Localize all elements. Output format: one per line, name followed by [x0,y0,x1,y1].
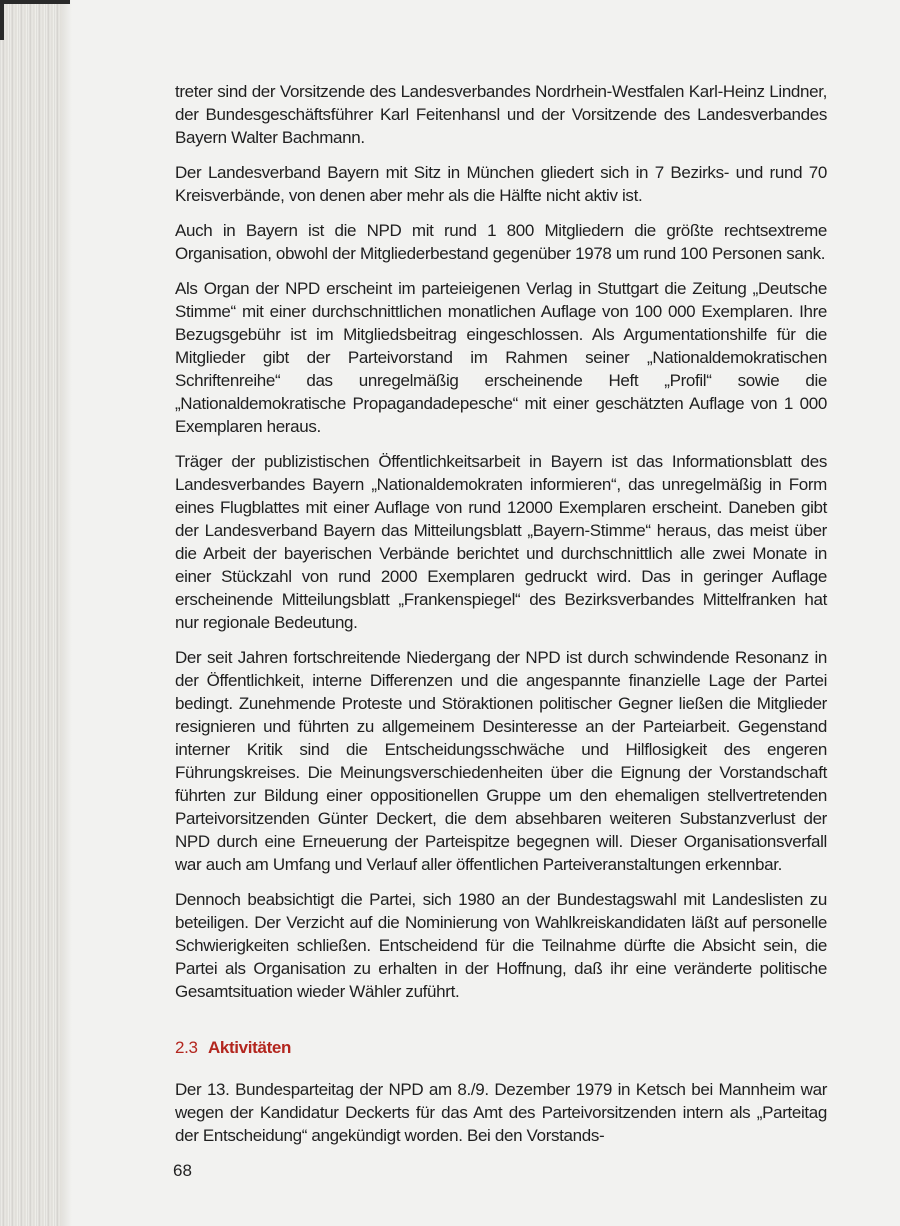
section-heading [175,1036,827,1059]
paragraph: Der 13. Bundesparteitag der NPD am 8./9. Dezember 1979 in Ketsch bei Mannheim war wegen der Kandidatur Deckerts für das Amt des Parteivorsitzenden intern als „Parteitag der Entscheidung“ angekündigt worden. Bei den Vorstands- [175,1080,827,1145]
paragraph: Als Organ der NPD erscheint im parteieigenen Verlag in Stuttgart die Zeitung „Deutsche Stimme“ mit einer durchschnittlichen monatlichen Auflage von 100 000 Exemplaren. Ihre Bezugsgebühr ist im Mitgliedsbeitrag eingeschlossen. Als Argumentationshilfe für die Mitglieder gibt der Parteivorstand im Rahmen seiner „Nationaldemokratischen Schriftenreihe“ das unregelmäßig erscheinende Heft „Profil“ sowie die „Nationaldemokratische Propagandadepesche“ mit einer geschätzten Auflage von 1 000 Exemplaren heraus. [175,279,827,436]
scan-corner-mark-vertical [0,0,4,40]
paragraph: treter sind der Vorsitzende des Landesverbandes Nordrhein-Westfalen Karl-Heinz Lindner, der Bundesgeschäftsführer Karl Feitenhansl und der Vorsitzende des Landesverbandes Bayern Walter Bachmann. [175,82,827,147]
page-body [175,80,827,1159]
binding-shadow [62,0,72,1226]
paragraph: Dennoch beabsichtigt die Partei, sich 1980 an der Bundestagswahl mit Landeslisten zu beteiligen. Der Verzicht auf die Nominierung von Wahlkreiskandidaten läßt auf personelle Schwierigkeiten schließen. Entscheidend für die Teilnahme dürfte die Absicht sein, die Partei als Organisation zu erhalten in der Hoffnung, daß ihr eine veränderte politische Gesamtsituation wieder Wähler zuführt. [175,890,827,1001]
section-number: 2.3 [175,1038,198,1057]
page-number: 68 [173,1161,192,1180]
paragraph: Träger der publizistischen Öffentlichkeitsarbeit in Bayern ist das Informationsblatt des Landesverbandes Bayern „Nationaldemokraten informieren“, das unregelmäßig in Form eines Flugblattes mit einer Auflage von rund 12000 Exemplaren erscheint. Daneben gibt der Landesverband Bayern das Mitteilungsblatt „Bayern-Stimme“ heraus, das meist über die Arbeit der bayerischen Verbände berichtet und durchschnittlich alle zwei Monate in einer Stückzahl von rund 2000 Exemplaren gedruckt wird. Das in geringer Auflage erscheinende Mitteilungsblatt „Frankenspiegel“ des Bezirksverbandes Mittelfranken hat nur regionale Bedeutung. [175,452,827,632]
paragraph: Der Landesverband Bayern mit Sitz in München gliedert sich in 7 Bezirks- und rund 70 Kreisverbände, von denen aber mehr als die Hälfte nicht aktiv ist. [175,163,827,205]
paragraph: Auch in Bayern ist die NPD mit rund 1 800 Mitgliedern die größte rechtsextreme Organisation, obwohl der Mitgliederbestand gegenüber 1978 um rund 100 Personen sank. [175,221,827,263]
section-title: Aktivitäten [207,1038,292,1057]
scan-corner-mark [0,0,70,4]
paragraph: Der seit Jahren fortschreitende Niedergang der NPD ist durch schwindende Resonanz in der Öffentlichkeit, interne Differenzen und die angespannte finanzielle Lage der Partei bedingt. Zunehmende Proteste und Störaktionen politischer Gegner ließen die Mitglieder resignieren und führten zu allgemeinem Desinteresse an der Parteiarbeit. Gegenstand interner Kritik sind die Entscheidungsschwäche und Hilflosigkeit des engeren Führungskreises. Die Meinungsverschiedenheiten über die Eignung der Vorstandschaft führten zur Bildung einer oppositionellen Gruppe um den ehemaligen stellvertretenden Parteivorsitzenden Günter Deckert, die dem absehbaren weiteren Substanzverlust der NPD durch eine Erneuerung der Parteispitze begegnen will. Dieser Organisationsverfall war auch am Umfang und Verlauf aller öffentlichen Parteiveranstaltungen erkennbar. [175,648,827,874]
book-binding-edge [0,0,62,1226]
